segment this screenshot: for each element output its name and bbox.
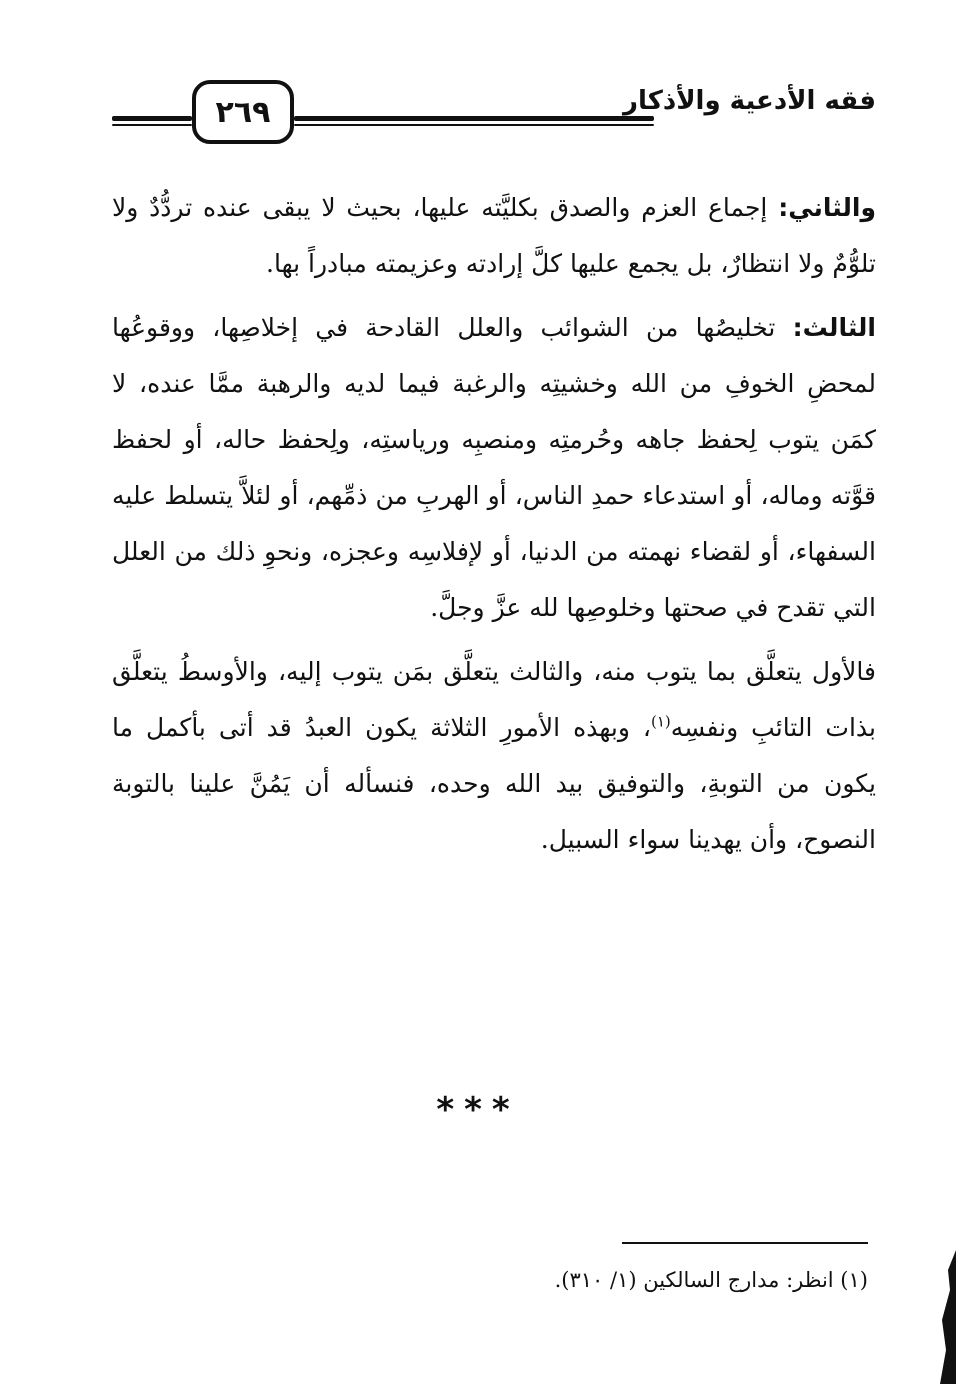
book-title: فقه الأدعية والأذكار <box>617 86 876 116</box>
paragraph-third <box>112 300 876 636</box>
footnote: (١) انظر: مدارج السالكين (١/ ٣١٠). <box>554 1268 868 1292</box>
paragraph-text-third: تخليصُها من الشوائب والعلل القادحة في إخلاصِها، ووقوعُها لمحضِ الخوفِ من الله وخشيتِه والرغبة فيما لديه والرهبة ممَّا عنده، لا كمَن يتوب لِحفظ جاهه وحُرمتِه ومنصبِه ورياستِه، ولِحفظ حاله، أو لحفظ قوَّته وماله، أو استدعاء حمدِ الناس، أو الهربِ من ذمِّهم، أو لئلاَّ يتسلط عليه السفهاء، أو لقضاء نهمته من الدنيا، أو لإفلاسِه وعجزه، ونحوِ ذلك من العلل التي تقدح في صحتها وخلوصِها لله عزَّ وجلَّ. <box>112 313 876 622</box>
footnote-marker: (١) <box>651 712 671 731</box>
paragraph-lead-second: والثاني: <box>778 193 876 222</box>
header-rule-middle <box>294 116 654 121</box>
footnote-rule <box>622 1242 868 1244</box>
paragraph-second <box>112 180 876 292</box>
header-rule-middle-thin <box>294 124 654 126</box>
main-text <box>112 180 876 868</box>
paragraph-text-conclusion-a: فالأول يتعلَّق بما يتوب منه، والثالث يتعلَّق بمَن يتوب إليه، والأوسطُ يتعلَّق بذات التائبِ ونفسِه <box>112 657 876 742</box>
header-rule-left-thin <box>112 124 192 126</box>
header-rule-left <box>112 116 192 121</box>
scan-edge-mark <box>936 1250 956 1384</box>
page-header <box>112 80 876 152</box>
paragraph-conclusion <box>112 644 876 868</box>
paragraph-lead-third: الثالث: <box>792 313 876 342</box>
page-number-box <box>192 80 294 144</box>
section-separator: *** <box>436 1090 520 1130</box>
page-number: ٢٦٩ <box>215 94 271 130</box>
paragraph-text-second: إجماع العزم والصدق بكليَّته عليها، بحيث لا يبقى عنده تردُّدٌ ولا تلوُّمٌ ولا انتظارٌ، بل يجمع عليها كلَّ إرادته وعزيمته مبادراً بها. <box>112 193 876 278</box>
paragraph-text-conclusion-b: ، وبهذه الأمورِ الثلاثة يكون العبدُ قد أتى بأكمل ما يكون من التوبةِ، والتوفيق بيد الله وحده، فنسأله أن يَمُنَّ علينا بالتوبة النصوح، وأن يهدينا سواء السبيل. <box>112 713 876 854</box>
